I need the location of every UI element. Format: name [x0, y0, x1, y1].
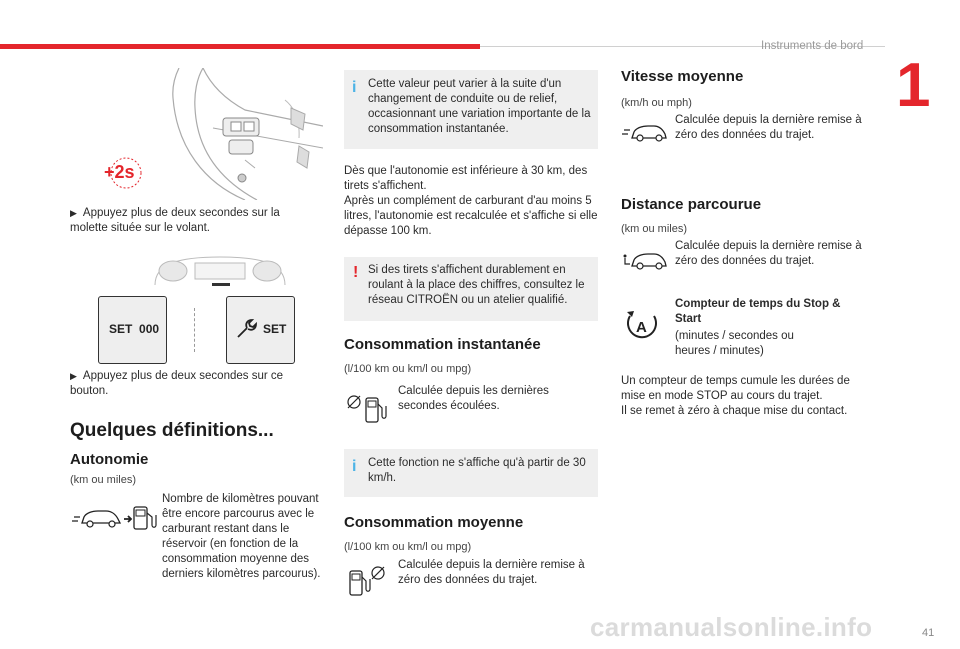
autonomie-title: Autonomie: [70, 451, 149, 468]
svg-text:A: A: [636, 319, 647, 336]
middle-paragraph-1: Dès que l'autonomie est inférieure à 30 km, des tirets s'affichent.: [344, 165, 588, 192]
wrench-icon: [235, 318, 257, 345]
set-zero-button[interactable]: SET 000: [98, 296, 167, 364]
instant-consumption-unit: (l/100 km ou km/l ou mpg): [344, 363, 472, 375]
right-paragraph-1: Un compteur de temps cumule les durées de mise en mode STOP au cours du trajet.: [621, 375, 850, 402]
plus-2s-icon: +2s: [102, 155, 146, 191]
chapter-number: 1: [896, 51, 931, 120]
stop-start-title: Compteur de temps du Stop & Start: [675, 298, 841, 325]
autonomie-unit: (km ou miles): [70, 474, 137, 486]
instant-consumption-title: Consommation instantanée: [344, 336, 541, 353]
distance-unit: (km ou miles): [621, 223, 688, 235]
warning-icon: !: [353, 264, 359, 281]
average-consumption-unit: (l/100 km ou km/l ou mpg): [344, 541, 472, 553]
info-icon: i: [352, 79, 357, 96]
info-box-2: i Cette fonction ne s'affiche qu'à partir de 30 km/h.: [344, 449, 598, 497]
instant-consumption-icon: [346, 394, 388, 424]
average-speed-car-icon: [622, 124, 668, 142]
stop-start-description: (minutes / secondes ou heures / minutes): [675, 330, 794, 357]
instant-consumption-description: Calculée depuis les dernières secondes écoulées.: [398, 385, 549, 412]
middle-paragraph-2: Après un complément de carburant d'au moins 5 litres, l'autonomie est recalculée et s'affiche si elle dépasse 100 km.: [344, 195, 598, 237]
cluster-illustration: [150, 253, 290, 289]
right-paragraph-2: Il se remet à zéro à chaque mise du contact.: [621, 405, 848, 417]
average-speed-title: Vitesse moyenne: [621, 68, 744, 85]
page-number: 41: [922, 627, 935, 639]
average-consumption-description: Calculée depuis la dernière remise à zéro des données du trajet.: [398, 559, 585, 586]
definitions-title: Quelques définitions...: [70, 420, 274, 441]
info-box-1: i Cette valeur peut varier à la suite d'un changement de conduite ou de relief, occasionnant une variation importante de la consommation instantanée.: [344, 70, 598, 149]
distance-car-icon: [622, 252, 668, 270]
range-car-fuel-icon: [72, 505, 160, 531]
distance-title: Distance parcourue: [621, 196, 762, 213]
autonomie-description: Nombre de kilomètres pouvant être encore parcourus avec le carburant restant dans le réservoir (en fonction de la consommation moyenne des derniers kilomètres parcourus).: [162, 493, 321, 580]
stop-start-icon: [624, 307, 660, 341]
info-icon: i: [352, 458, 357, 475]
distance-description: Calculée depuis la dernière remise à zéro des données du trajet.: [675, 240, 862, 267]
average-consumption-icon: [346, 565, 388, 597]
warning-box: ! Si des tirets s'affichent durablement en roulant à la place des chiffres, consultez le réseau CITROËN ou un atelier qualifié.: [344, 257, 598, 321]
set-wrench-button[interactable]: SET: [226, 296, 295, 364]
step-1-text: ▶ Appuyez plus de deux secondes sur la molette située sur le volant.: [70, 207, 280, 234]
average-speed-unit: (km/h ou mph): [621, 97, 692, 109]
watermark: carmanualsonline.info: [590, 612, 873, 642]
section-title: Instruments de bord: [761, 40, 864, 52]
dashed-separator: [194, 308, 196, 352]
average-speed-description: Calculée depuis la dernière remise à zéro des données du trajet.: [675, 114, 862, 141]
header-red-bar: [0, 44, 480, 49]
average-consumption-title: Consommation moyenne: [344, 514, 524, 531]
step-2-text: ▶ Appuyez plus de deux secondes sur ce bouton.: [70, 370, 284, 397]
